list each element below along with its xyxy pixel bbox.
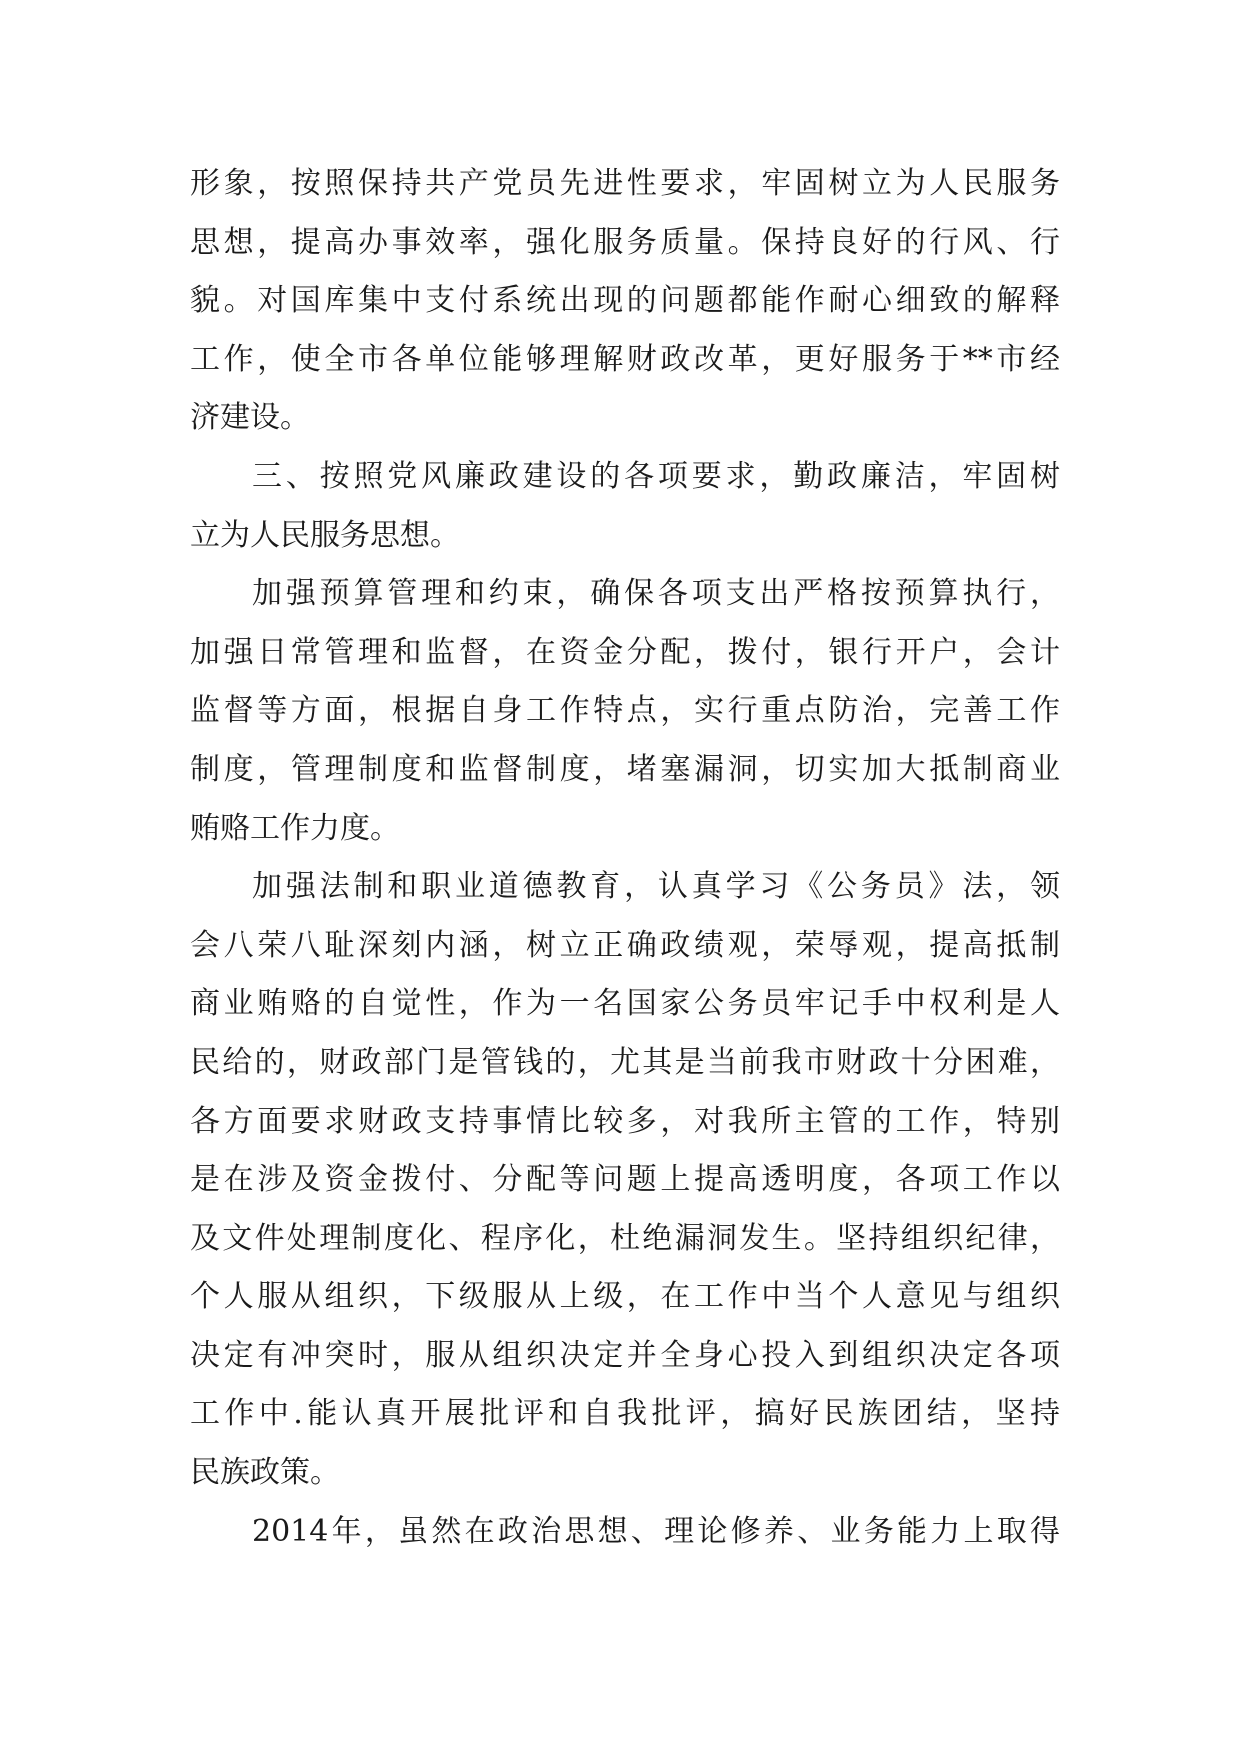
paragraph-5 bbox=[190, 1503, 1060, 1562]
text-line: 2014年，虽然在政治思想、理论修养、业务能力上取得 bbox=[252, 1513, 1060, 1549]
text-line: 个人服从组织，下级服从上级，在工作中当个人意见与组织 bbox=[190, 1279, 1060, 1315]
text-line: 民给的，财政部门是管钱的，尤其是当前我市财政十分困难， bbox=[190, 1044, 1060, 1080]
section-heading-line: 三、按照党风廉政建设的各项要求，勤政廉洁，牢固树 bbox=[252, 458, 1060, 494]
text-line: 及文件处理制度化、程序化，杜绝漏洞发生。坚持组织纪律， bbox=[190, 1220, 1060, 1256]
text-line: 工作，使全市各单位能够理解财政改革，更好服务于**市经 bbox=[190, 341, 1060, 377]
text-line: 贿赂工作力度。 bbox=[190, 810, 400, 846]
text-line: 商业贿赂的自觉性，作为一名国家公务员牢记手中权利是人 bbox=[190, 986, 1060, 1022]
text-line: 思想，提高办事效率，强化服务质量。保持良好的行风、行 bbox=[190, 224, 1060, 260]
paragraph-2 bbox=[190, 448, 1060, 565]
paragraph-1 bbox=[190, 155, 1060, 448]
text-line: 是在涉及资金拨付、分配等问题上提高透明度，各项工作以 bbox=[190, 1162, 1060, 1198]
document-body bbox=[190, 155, 1060, 1561]
section-heading-line: 立为人民服务思想。 bbox=[190, 517, 460, 553]
text-line: 加强日常管理和监督，在资金分配，拨付，银行开户，会计 bbox=[190, 634, 1060, 670]
text-line: 民族政策。 bbox=[190, 1455, 340, 1491]
paragraph-4 bbox=[190, 858, 1060, 1503]
text-line: 监督等方面，根据自身工作特点，实行重点防治，完善工作 bbox=[190, 693, 1060, 729]
text-line: 加强预算管理和约束，确保各项支出严格按预算执行， bbox=[252, 576, 1060, 612]
text-line: 制度，管理制度和监督制度，堵塞漏洞，切实加大抵制商业 bbox=[190, 751, 1060, 787]
text-line: 形象，按照保持共产党员先进性要求，牢固树立为人民服务 bbox=[190, 166, 1060, 201]
paragraph-3 bbox=[190, 565, 1060, 858]
text-line: 貌。对国库集中支付系统出现的问题都能作耐心细致的解释 bbox=[190, 283, 1060, 319]
text-line: 济建设。 bbox=[190, 400, 310, 436]
text-line: 加强法制和职业道德教育，认真学习《公务员》法，领 bbox=[252, 869, 1060, 905]
text-line: 工作中.能认真开展批评和自我批评，搞好民族团结，坚持 bbox=[190, 1396, 1060, 1432]
text-line: 会八荣八耻深刻内涵，树立正确政绩观，荣辱观，提高抵制 bbox=[190, 927, 1060, 963]
text-line: 决定有冲突时，服从组织决定并全身心投入到组织决定各项 bbox=[190, 1337, 1060, 1373]
text-line: 各方面要求财政支持事情比较多，对我所主管的工作，特别 bbox=[190, 1103, 1060, 1139]
